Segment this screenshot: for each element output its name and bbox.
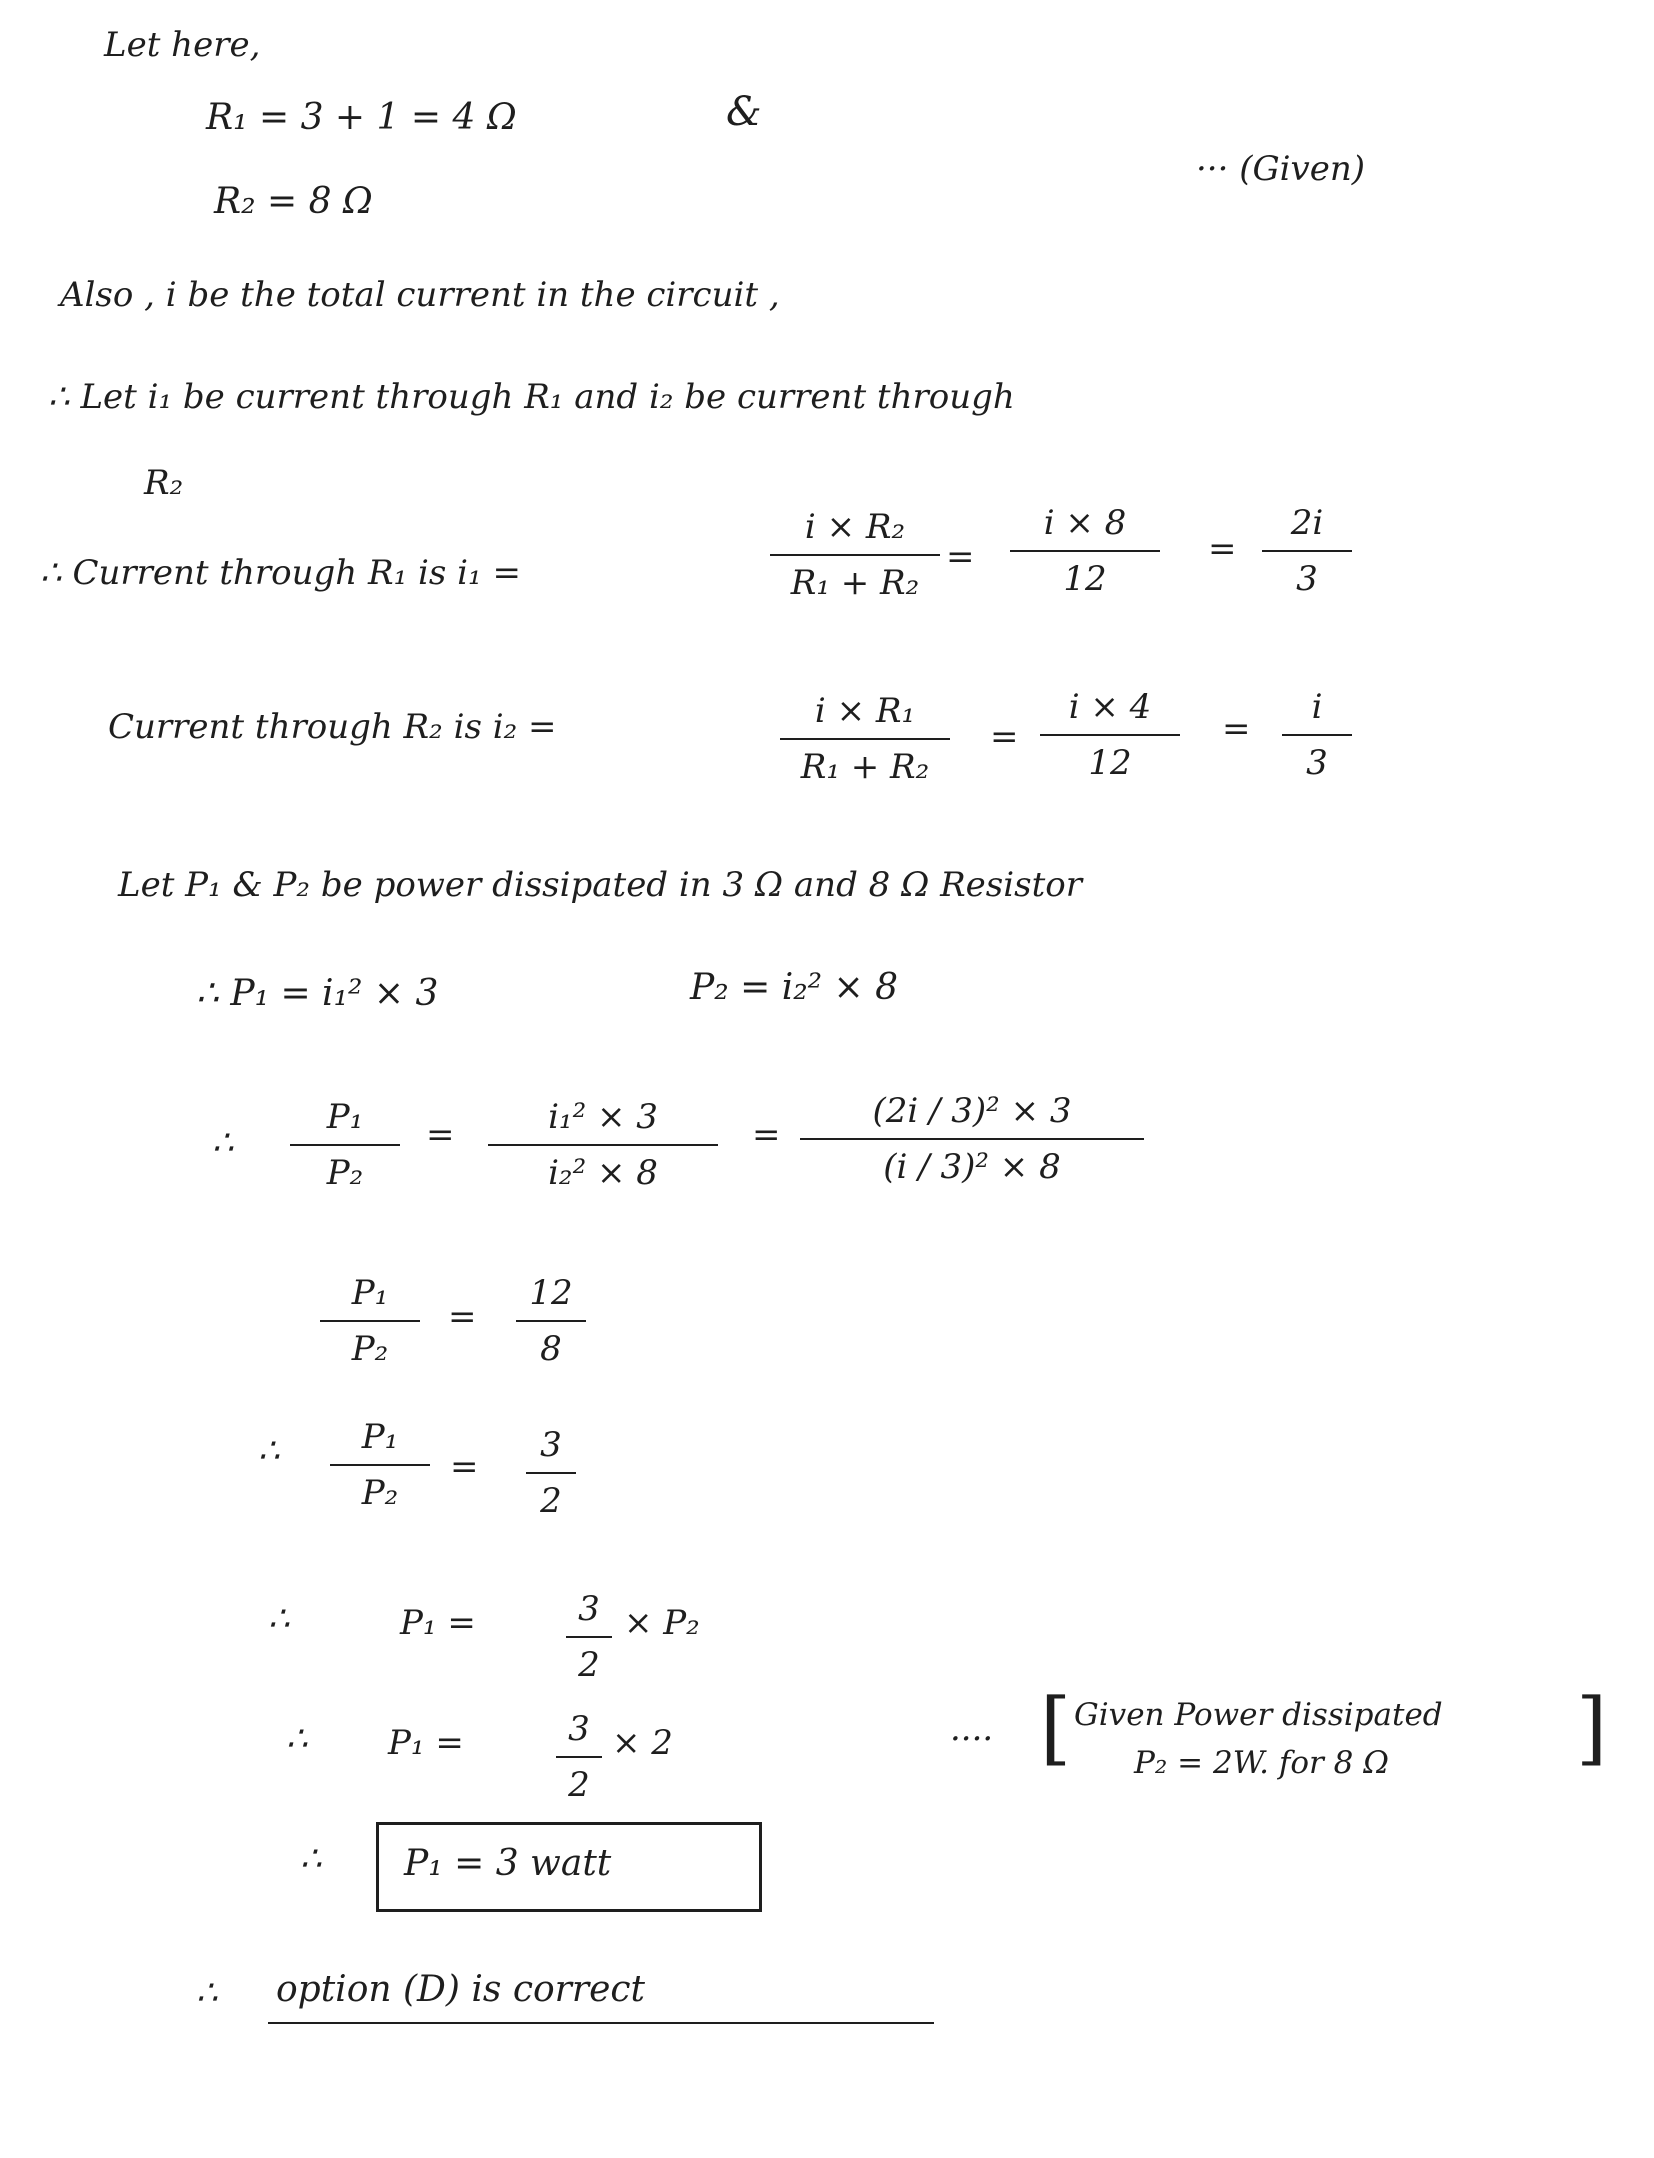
intro-line-1: Also , i be the total current in the circuit , xyxy=(60,275,780,315)
ratio2-lhs-fraction xyxy=(320,1273,420,1369)
fraction-bar xyxy=(290,1144,400,1146)
note-dots: ···· xyxy=(950,1719,994,1759)
ratio3-lhs-numerator: P₁ xyxy=(361,1417,399,1457)
ratio-equals-1: = xyxy=(426,1115,455,1155)
note-right-bracket: ] xyxy=(1576,1681,1608,1774)
ratio2-rhs-numerator: 12 xyxy=(529,1273,573,1313)
step1-denominator: 2 xyxy=(578,1645,600,1685)
i1-label: ∴ Current through R₁ is i₁ = xyxy=(40,553,521,593)
note-line-2: P₂ = 2W. for 8 Ω xyxy=(1134,1745,1389,1781)
step3-therefore: ∴ xyxy=(300,1839,322,1879)
step1-therefore: ∴ xyxy=(268,1599,290,1639)
step2-fraction xyxy=(556,1709,602,1805)
step2-lhs: P₁ = xyxy=(388,1723,464,1763)
ratio3-rhs-fraction xyxy=(526,1425,576,1521)
ratio3-therefore: ∴ xyxy=(258,1431,280,1471)
ratio3-lhs-denominator: P₂ xyxy=(361,1473,399,1513)
ratio-rhs-fraction xyxy=(800,1091,1144,1187)
fraction-bar xyxy=(556,1756,602,1758)
ratio-mid-denominator: i₂² × 8 xyxy=(548,1153,658,1193)
i2-label: Current through R₂ is i₂ = xyxy=(108,707,557,747)
let-here-text: Let here, xyxy=(104,25,261,65)
ratio-lhs-denominator: P₂ xyxy=(326,1153,364,1193)
fraction-bar xyxy=(488,1144,718,1146)
fraction-bar xyxy=(526,1472,576,1474)
ratio3-equals: = xyxy=(450,1447,479,1487)
i1-equals-3: = xyxy=(1208,529,1237,569)
i2-fraction-3 xyxy=(1282,687,1352,783)
p2-definition: P₂ = i₂² × 8 xyxy=(690,967,899,1008)
fraction-bar xyxy=(800,1138,1144,1140)
i2-fraction-2 xyxy=(1040,687,1180,783)
given-tag: ··· (Given) xyxy=(1196,149,1366,189)
ratio-therefore: ∴ xyxy=(212,1123,234,1163)
ratio2-rhs-denominator: 8 xyxy=(540,1329,562,1369)
intro-line-3: R₂ xyxy=(144,463,184,503)
i1-fraction-2 xyxy=(1010,503,1160,599)
note-left-bracket: [ xyxy=(1040,1681,1072,1774)
step2-denominator: 2 xyxy=(568,1765,590,1805)
i2-fraction-2-numerator: i × 4 xyxy=(1068,687,1152,727)
note-line-1: Given Power dissipated xyxy=(1074,1697,1443,1733)
r2-value: R₂ = 8 Ω xyxy=(214,181,373,222)
i2-fraction-1-numerator: i × R₁ xyxy=(814,691,916,731)
r1-value: R₁ = 3 + 1 = 4 Ω xyxy=(206,97,517,138)
fraction-bar xyxy=(320,1320,420,1322)
ratio2-equals: = xyxy=(448,1297,477,1337)
i1-fraction-3-numerator: 2i xyxy=(1290,503,1324,543)
i2-fraction-1 xyxy=(780,691,950,787)
fraction-bar xyxy=(566,1636,612,1638)
fraction-bar xyxy=(780,738,950,740)
conclusion-underline xyxy=(268,2022,934,2024)
conclusion-therefore: ∴ xyxy=(196,1973,218,2013)
ratio2-lhs-denominator: P₂ xyxy=(351,1329,389,1369)
fraction-bar xyxy=(1010,550,1160,552)
intro-line-2: ∴ Let i₁ be current through R₁ and i₂ be current through xyxy=(48,377,1015,417)
power-let-line: Let P₁ & P₂ be power dissipated in 3 Ω and 8 Ω Resistor xyxy=(118,865,1082,905)
ratio-lhs-numerator: P₁ xyxy=(326,1097,364,1137)
step2-numerator: 3 xyxy=(568,1709,590,1749)
step1-fraction xyxy=(566,1589,612,1685)
ratio-equals-2: = xyxy=(752,1115,781,1155)
fraction-bar xyxy=(1262,550,1352,552)
fraction-bar xyxy=(330,1464,430,1466)
ratio2-rhs-fraction xyxy=(516,1273,586,1369)
step1-lhs: P₁ = xyxy=(400,1603,476,1643)
i1-fraction-2-numerator: i × 8 xyxy=(1043,503,1127,543)
ratio-mid-fraction xyxy=(488,1097,718,1193)
i1-fraction-3-denominator: 3 xyxy=(1296,559,1318,599)
step1-tail: × P₂ xyxy=(624,1603,700,1643)
conclusion-text: option (D) is correct xyxy=(276,1969,646,2010)
i2-equals-2: = xyxy=(990,717,1019,757)
step2-therefore: ∴ xyxy=(286,1719,308,1759)
fraction-bar xyxy=(516,1320,586,1322)
p1-definition: ∴ P₁ = i₁² × 3 xyxy=(196,973,439,1014)
i1-fraction-3 xyxy=(1262,503,1352,599)
i2-equals-3: = xyxy=(1222,709,1251,749)
ratio3-lhs-fraction xyxy=(330,1417,430,1513)
i1-fraction-1-denominator: R₁ + R₂ xyxy=(790,563,920,603)
ratio3-rhs-numerator: 3 xyxy=(540,1425,562,1465)
ratio3-rhs-denominator: 2 xyxy=(540,1481,562,1521)
i1-fraction-2-denominator: 12 xyxy=(1063,559,1107,599)
step1-numerator: 3 xyxy=(578,1589,600,1629)
fraction-bar xyxy=(1040,734,1180,736)
i1-fraction-1-numerator: i × R₂ xyxy=(804,507,906,547)
i2-fraction-3-denominator: 3 xyxy=(1306,743,1328,783)
fraction-bar xyxy=(770,554,940,556)
ratio2-lhs-numerator: P₁ xyxy=(351,1273,389,1313)
i1-equals-2: = xyxy=(946,537,975,577)
r1-and: & xyxy=(726,89,762,135)
ratio-rhs-numerator: (2i / 3)² × 3 xyxy=(872,1091,1072,1131)
i2-fraction-2-denominator: 12 xyxy=(1088,743,1132,783)
i2-fraction-3-numerator: i xyxy=(1311,687,1323,727)
ratio-rhs-denominator: (i / 3)² × 8 xyxy=(883,1147,1061,1187)
i2-fraction-1-denominator: R₁ + R₂ xyxy=(800,747,930,787)
ratio-mid-numerator: i₁² × 3 xyxy=(548,1097,658,1137)
fraction-bar xyxy=(1282,734,1352,736)
answer-text: P₁ = 3 watt xyxy=(404,1843,612,1884)
i1-fraction-1 xyxy=(770,507,940,603)
ratio-lhs-fraction xyxy=(290,1097,400,1193)
step2-tail: × 2 xyxy=(612,1723,673,1763)
